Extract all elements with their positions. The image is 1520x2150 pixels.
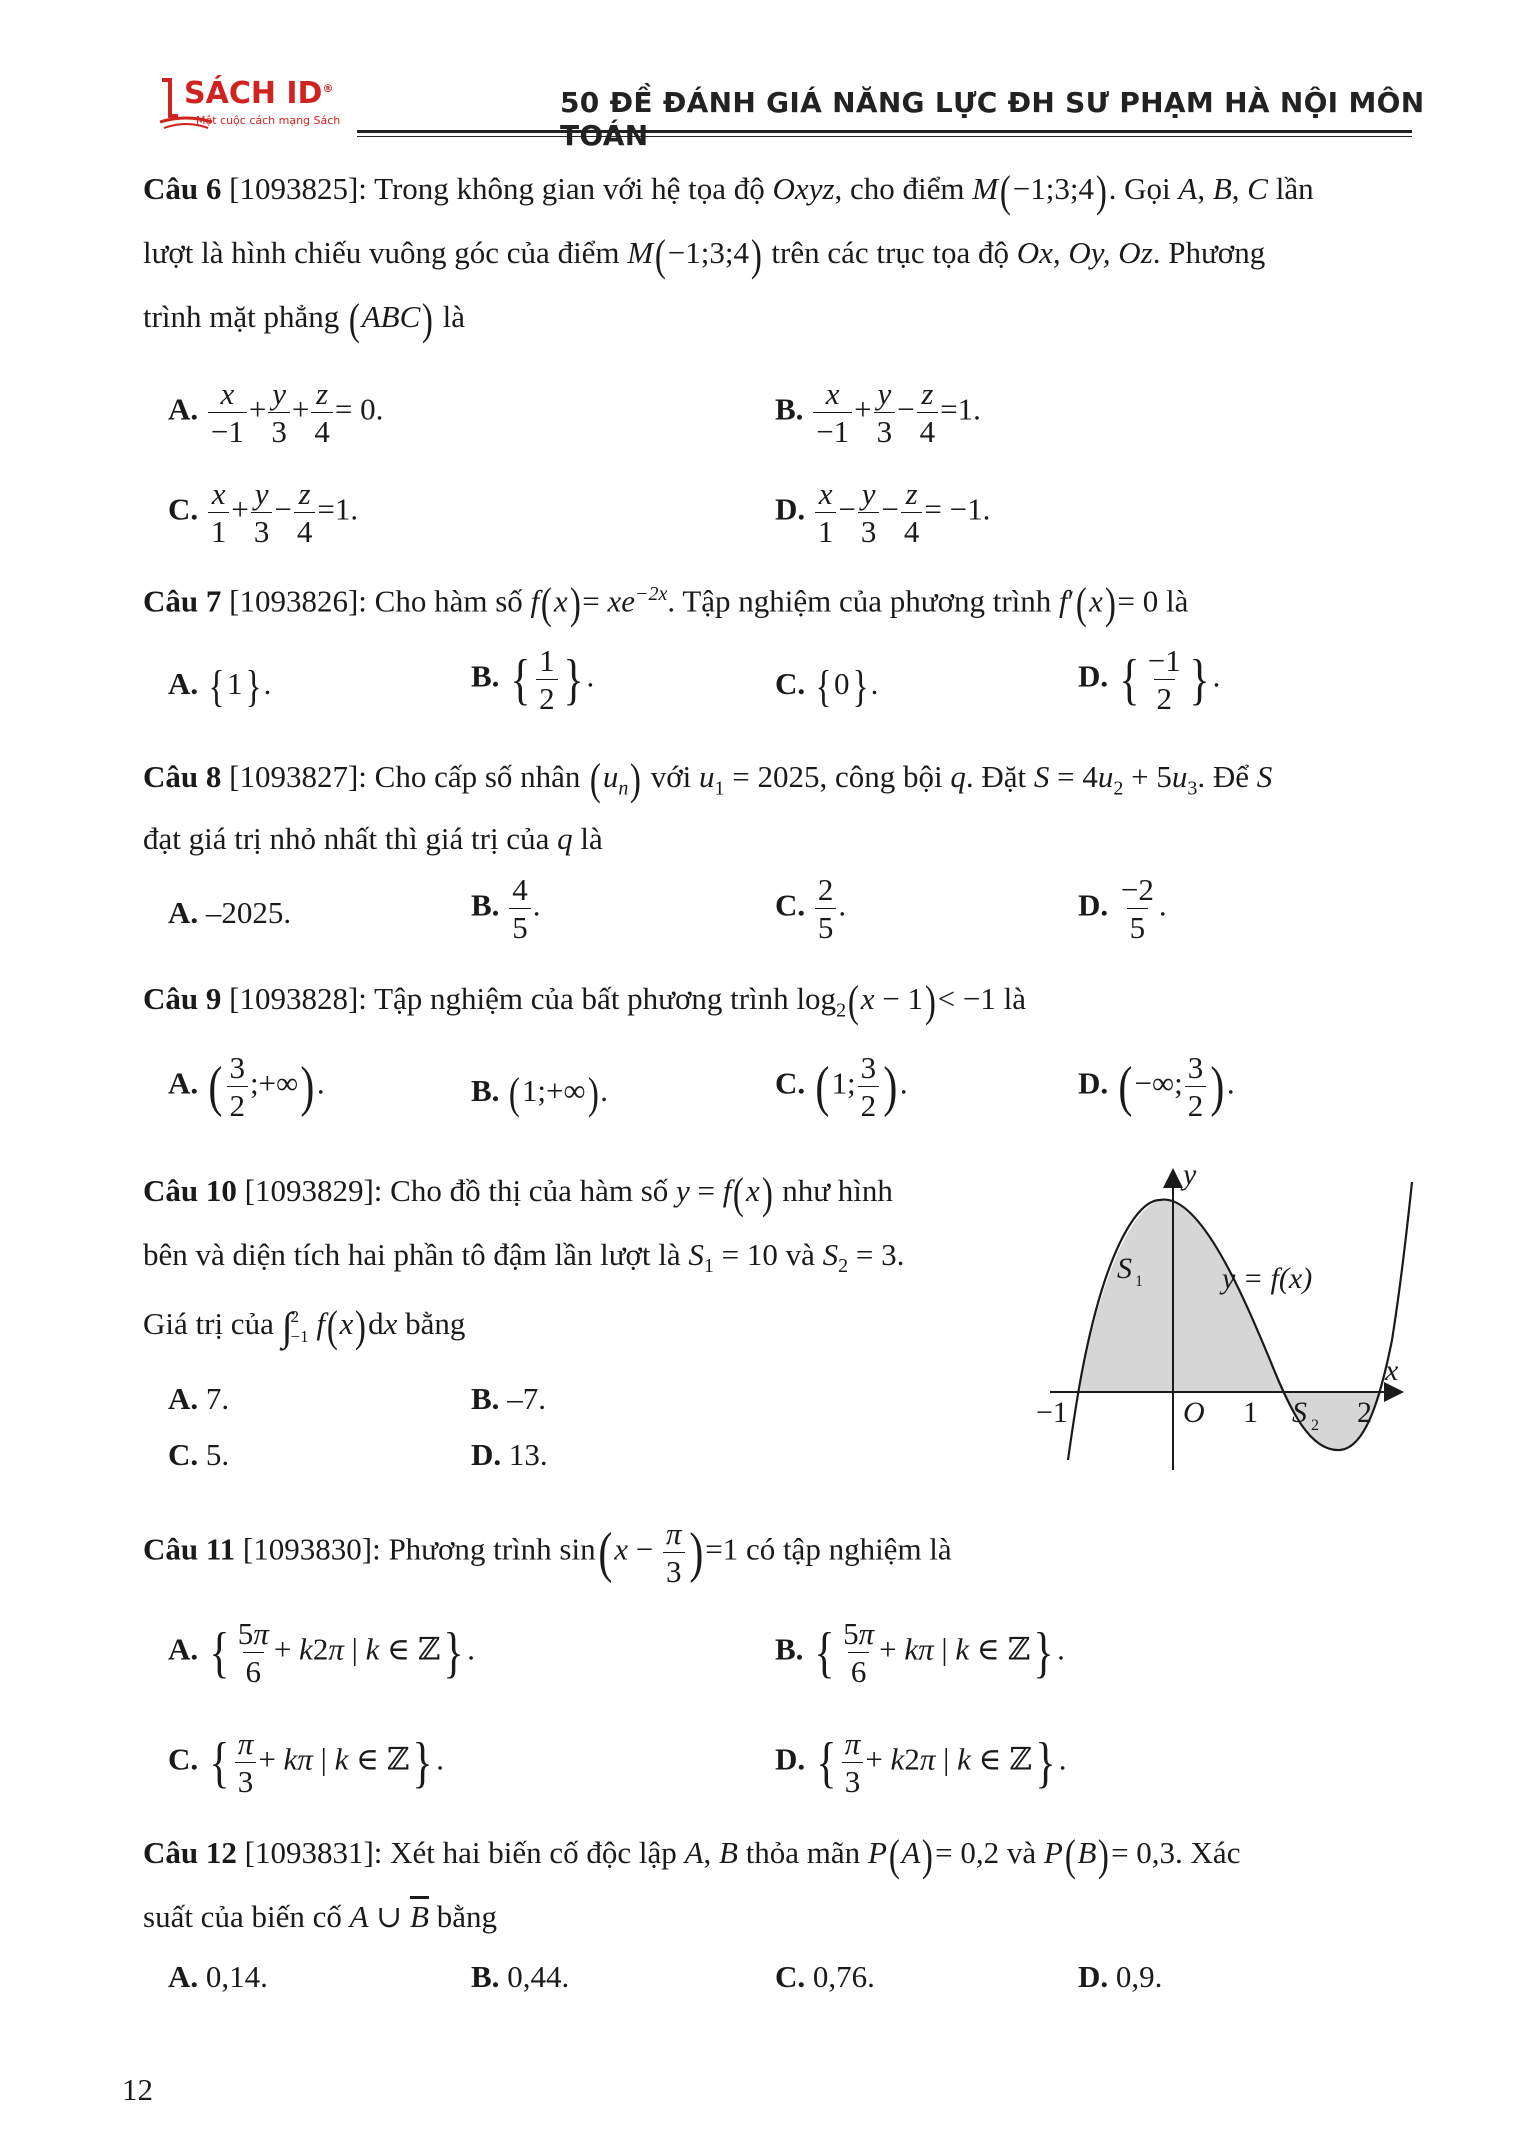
q9-option-b[interactable]: B. (1;+∞). bbox=[471, 1069, 608, 1118]
q8-option-b[interactable]: B. $\frac{4}{5}$ . bbox=[471, 872, 541, 945]
q6-option-b[interactable]: B. $\frac{x}{-1}$ + $\frac{y}{3}$ − $\frac{z}{4}$ =1. bbox=[775, 376, 981, 449]
header-rule-thin bbox=[357, 136, 1412, 137]
q9-option-d[interactable]: D. (−∞; $\frac{3}{2}$ ). bbox=[1078, 1050, 1235, 1123]
q11-option-d[interactable]: D. { $\frac{\pi}{3}$ + k2π | k ∈ ℤ} . bbox=[775, 1726, 1067, 1799]
x-axis-label: x bbox=[1385, 1354, 1399, 1387]
q7-option-a[interactable]: A. {1}. bbox=[168, 662, 272, 711]
q9-option-c[interactable]: C. (1; $\frac{3}{2}$ ). bbox=[775, 1050, 908, 1123]
curve-label: y = f(x) bbox=[1222, 1262, 1313, 1295]
q10-function-graph bbox=[1030, 1160, 1440, 1480]
s2-subscript: 2 bbox=[1311, 1417, 1319, 1434]
q12-option-d[interactable]: D. 0,9. bbox=[1078, 1959, 1163, 1994]
tick-2-label: 2 bbox=[1357, 1396, 1372, 1429]
q6-option-a[interactable]: A. $\frac{x}{-1}$ + $\frac{y}{3}$ + $\frac{z}{4}$ = 0. bbox=[168, 376, 384, 449]
q10-line1: Câu 10 [1093829]: Cho đồ thị của hàm số y = f(x) như hình bbox=[143, 1169, 893, 1218]
q8-line1: Câu 8 [1093827]: Cho cấp số nhân $(u_n)$ với $u_1 = 2025$, công bội q. Đặt $S = 4u_2 + 5u_3$. Để S bbox=[143, 755, 1273, 804]
q9-option-a[interactable]: A. ( $\frac{3}{2}$ ;+∞). bbox=[168, 1050, 325, 1123]
q8-option-a[interactable]: A. –2025. bbox=[168, 895, 292, 930]
q10-option-b[interactable]: B. –7. bbox=[471, 1381, 546, 1416]
q10-option-a[interactable]: A. 7. bbox=[168, 1381, 230, 1416]
q7-stem: Câu 7 [1093826]: Cho hàm số $f(x)= xe^{-2x}$. Tập nghiệm của phương trình f′(x)= 0 là bbox=[143, 579, 1189, 629]
logo-tagline: Một cuộc cách mạng Sách bbox=[196, 114, 341, 127]
q6-line2: lượt là hình chiếu vuông góc của điểm M(−1;3;4) trên các trục tọa độ Ox, Oy, Oz. Phương bbox=[143, 231, 1266, 280]
page-header-title: 50 ĐỀ ĐÁNH GIÁ NĂNG LỰC ĐH SƯ PHẠM HÀ NỘI MÔN bbox=[560, 86, 1425, 119]
q12-line2: suất của biến cố A ∪ $\overline{B}$ bằng bbox=[143, 1899, 497, 1934]
q12-line1: Câu 12 [1093831]: Xét hai biến cố độc lập A, B thỏa mãn P(A)= 0,2 và P(B)= 0,3. Xác bbox=[143, 1831, 1241, 1880]
q6-option-d[interactable]: D. $\frac{x}{1}$ − $\frac{y}{3}$ − $\frac{z}{4}$ = −1. bbox=[775, 476, 991, 549]
q11-stem: Câu 11 [1093830]: Phương trình sin(x − $\frac{\pi}{3}$ )=1 có tập nghiệm là bbox=[143, 1516, 952, 1589]
s1-shaded-region bbox=[1080, 1200, 1284, 1392]
tick-neg1-label: −1 bbox=[1036, 1396, 1068, 1429]
q7-option-b[interactable]: B. { $\frac{1}{2}$ } . bbox=[471, 643, 595, 716]
s2-label: S bbox=[1292, 1396, 1307, 1429]
tick-1-label: 1 bbox=[1243, 1396, 1258, 1429]
q6-line1: Câu 6 [1093825]: Trong không gian với hệ tọa độ Oxyz, cho điểm M(−1;3;4). Gọi A, B, C lần bbox=[143, 167, 1314, 216]
q12-option-b[interactable]: B. 0,44. bbox=[471, 1959, 570, 1994]
header-rule bbox=[357, 130, 1412, 133]
y-axis-label: y bbox=[1183, 1160, 1197, 1191]
origin-label: O bbox=[1183, 1396, 1205, 1429]
s1-subscript: 1 bbox=[1135, 1273, 1143, 1290]
q12-option-c[interactable]: C. 0,76. bbox=[775, 1959, 875, 1994]
logo-text: SÁCH ID® bbox=[184, 76, 334, 111]
q11-option-a[interactable]: A. { $\frac{5\pi}{6}$ + k2π | k ∈ ℤ} . bbox=[168, 1616, 476, 1689]
q8-option-d[interactable]: D. $\frac{-2}{5}$ . bbox=[1078, 872, 1167, 945]
q8-option-c[interactable]: C. $\frac{2}{5}$ . bbox=[775, 872, 847, 945]
q10-line3: Giá trị của ∫ 2 −1 f(x)dx bằng bbox=[143, 1302, 466, 1351]
q11-option-c[interactable]: C. { $\frac{\pi}{3}$ + kπ | k ∈ ℤ} . bbox=[168, 1726, 445, 1799]
q7-option-d[interactable]: D. { $\frac{-1}{2}$ } . bbox=[1078, 643, 1221, 716]
s1-label: S bbox=[1117, 1252, 1132, 1285]
q6-line3: trình mặt phẳng (ABC) là bbox=[143, 295, 466, 344]
q7-option-c[interactable]: C. {0}. bbox=[775, 662, 879, 711]
q10-option-d[interactable]: D. 13. bbox=[471, 1437, 548, 1472]
q10-line2: bên và diện tích hai phần tô đậm lần lượt là $S_1 = 10$ và $S_2 = 3$. bbox=[143, 1237, 905, 1278]
page-number: 12 bbox=[122, 2072, 153, 2107]
q6-option-c[interactable]: C. $\frac{x}{1}$ + $\frac{y}{3}$ − $\frac{z}{4}$ =1. bbox=[168, 476, 359, 549]
q9-stem: Câu 9 [1093828]: Tập nghiệm của bất phương trình $\log_2(x - 1)< -1$ là bbox=[143, 977, 1026, 1026]
sach-id-logo bbox=[156, 70, 356, 140]
q8-line2: đạt giá trị nhỏ nhất thì giá trị của q là bbox=[143, 821, 603, 856]
q10-option-c[interactable]: C. 5. bbox=[168, 1437, 230, 1472]
q11-option-b[interactable]: B. { $\frac{5\pi}{6}$ + kπ | k ∈ ℤ} . bbox=[775, 1616, 1065, 1689]
q12-option-a[interactable]: A. 0,14. bbox=[168, 1959, 268, 1994]
